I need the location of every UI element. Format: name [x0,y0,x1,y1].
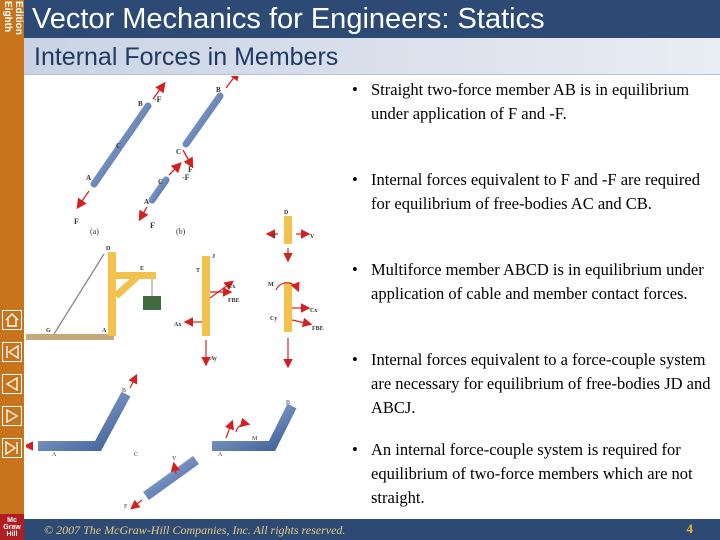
label-j: J [212,254,215,260]
bullet-text: Straight two-force member AB is in equilibrium under application of F and -F. [371,80,690,123]
next-slide-icon[interactable] [2,406,22,426]
label-minus-f2: -F [182,173,190,182]
publisher-logo [0,514,24,540]
label-a5: A [218,452,223,458]
bullet-item [352,168,714,216]
label-ay: Ay [210,356,217,362]
label-g: G [46,328,51,334]
free-body-cd [268,282,324,366]
label-b3: B [122,388,127,394]
label-t: T [272,234,277,240]
label-cy: Cy [270,316,278,322]
bullet-text: An internal force-couple system is required for equilibrium of two-force members which are not straight. [371,440,693,507]
label-m2: M [252,436,258,442]
free-body-jd [268,210,315,260]
previous-slide-icon[interactable] [2,374,22,394]
label-ax: Ax [174,322,182,328]
bullet-text: Internal forces equivalent to F and -F are required for equilibrium of free-bodies AC and CB. [371,170,700,213]
title-bar [24,0,720,38]
bullet-dot: • [352,440,358,459]
edition-label [0,0,24,46]
label-b4: B [286,400,291,406]
figure-bent-members [26,376,292,510]
label-f3: F [150,221,155,230]
label-c2: C [176,148,182,156]
label-f: F [74,217,79,226]
bullet-text: Internal forces equivalent to a force-couple system are necessary for equilibrium of free-bodies JD and ABCJ. [371,350,711,417]
svg-text:Mc: Mc [7,517,17,524]
label-a3: A [102,328,107,334]
figure-crane-frame [26,246,161,340]
figure-a-two-force-member [74,84,164,236]
page-title: Vector Mechanics for Engineers: Statics [32,3,545,35]
label-cx: Cx [228,284,236,290]
panel-a-label: (a) [90,227,99,236]
bullet-item [352,78,714,126]
label-d2: D [106,246,111,252]
label-fbe2: FBE [312,326,324,332]
bullet-item [352,348,714,420]
edition-line2: Edition [13,1,24,35]
bullet-dot: • [352,260,358,279]
copyright-text: © 2007 The McGraw-Hill Companies, Inc. All rights reserved. [44,523,346,537]
last-slide-icon[interactable] [2,438,22,458]
bullet-dot: • [352,170,358,189]
bullet-dot: • [352,80,358,99]
label-e: E [140,266,145,272]
label-f4: F [124,504,128,510]
label-a2: A [144,198,150,206]
edition-line1: Eighth [2,1,13,33]
bullet-text: Multiforce member ABCD is in equilibrium under application of cable and member contact forces. [371,260,704,303]
panel-b-label: (b) [176,227,186,236]
bullet-dot: • [352,350,358,369]
page-number: 4 [686,521,693,536]
footer [24,519,720,540]
svg-text:Graw: Graw [3,524,21,531]
svg-text:Hill: Hill [6,531,18,538]
internal-forces-diagram [26,76,348,512]
label-c: C [116,142,122,150]
label-c4: C [134,452,139,458]
label-v2: V [172,456,177,462]
sidebar [0,0,24,540]
label-a4: A [52,452,57,458]
label-t2: T [196,268,201,274]
bullet-item [352,258,714,306]
label-minus-f: -F [154,95,162,104]
label-f2: F [188,165,193,174]
label-b2: B [216,86,221,94]
label-d: D [284,210,289,216]
subtitle-bar [24,38,720,75]
label-v: V [310,234,315,240]
home-icon[interactable] [2,310,22,330]
first-slide-icon[interactable] [2,342,22,362]
label-b: B [138,100,143,108]
label-fbe: FBE [228,298,240,304]
page-subtitle: Internal Forces in Members [34,43,339,71]
label-c3: C [158,178,164,186]
free-body-abcj [174,254,240,364]
label-a: A [86,174,92,182]
bullet-item [352,438,714,510]
label-cx2: Cx [310,308,318,314]
label-m: M [268,282,274,288]
